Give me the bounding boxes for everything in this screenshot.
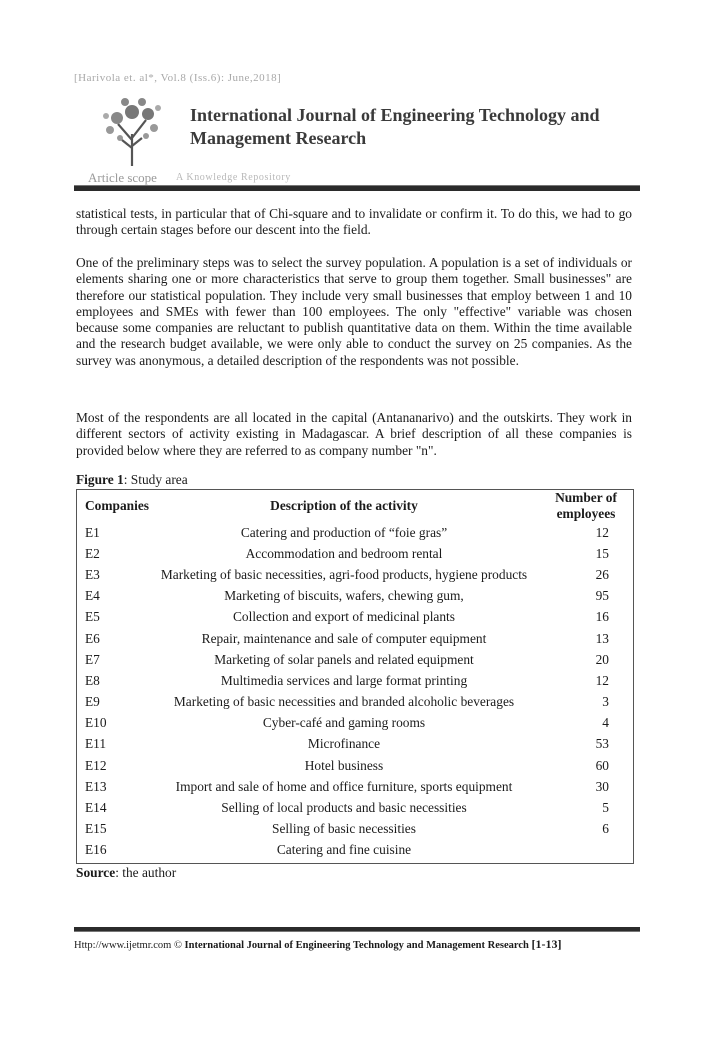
- employee-count: 5: [602, 800, 609, 816]
- company-id: E3: [85, 566, 100, 582]
- company-id: E2: [85, 545, 100, 561]
- table-row: [77, 713, 633, 734]
- table-header-row: [77, 490, 633, 522]
- table-row: [77, 522, 633, 543]
- employee-count: 53: [595, 736, 609, 752]
- employee-count: 20: [595, 651, 609, 667]
- header-companies: Companies: [85, 498, 149, 513]
- employee-count: 12: [595, 524, 609, 540]
- activity-description: Marketing of solar panels and related equipment: [214, 651, 474, 667]
- figure-label: Figure 1: [76, 472, 124, 487]
- employee-count: 95: [595, 588, 609, 604]
- company-id: E15: [85, 821, 107, 837]
- activity-description: Marketing of biscuits, wafers, chewing gum,: [224, 588, 464, 604]
- table-row: [77, 819, 633, 840]
- table-row: [77, 692, 633, 713]
- employee-count: 16: [595, 609, 609, 625]
- company-id: E10: [85, 715, 107, 731]
- study-area-table: [76, 489, 634, 864]
- employee-count: 13: [595, 630, 609, 646]
- company-id: E4: [85, 588, 100, 604]
- header-employees: Number of employees: [555, 490, 617, 521]
- header-divider: [74, 185, 640, 191]
- employee-count: 60: [595, 757, 609, 773]
- copyright-symbol: ©: [173, 940, 182, 951]
- companies-table: [77, 490, 633, 861]
- journal-title-line2: Management Research: [190, 128, 367, 148]
- paragraph-1: statistical tests, in particular that of Chi-square and to invalidate or confirm it. To do this, we had to go through certain stages before our descent into the field.: [76, 206, 632, 238]
- company-id: E7: [85, 651, 100, 667]
- employee-count: 3: [602, 694, 609, 710]
- employee-count: 15: [595, 545, 609, 561]
- company-id: E8: [85, 672, 100, 688]
- paragraph-3: Most of the respondents are all located in the capital (Antananarivo) and the outskirts. They work in different sectors of activity existing in Madagascar. A brief description of all these companies is provided below where they are referred to as company number "n".: [76, 410, 632, 458]
- citation: [Harivola et. al*, Vol.8 (Iss.6): June,2018]: [74, 72, 282, 84]
- activity-description: Hotel business: [304, 757, 384, 773]
- company-id: E11: [85, 736, 107, 752]
- activity-description: Catering and fine cuisine: [276, 842, 412, 858]
- company-id: E13: [85, 778, 107, 794]
- company-id: E1: [85, 524, 100, 540]
- activity-description: Microfinance: [307, 736, 381, 752]
- table-row: [77, 776, 633, 797]
- activity-description: Selling of local products and basic necessities: [221, 800, 467, 816]
- table-row: [77, 543, 633, 564]
- table-source: [76, 865, 176, 881]
- tree-logo: [92, 90, 172, 168]
- employee-count: 6: [602, 821, 609, 837]
- activity-description: Accommodation and bedroom rental: [245, 545, 443, 561]
- activity-description: Cyber-café and gaming rooms: [262, 715, 426, 731]
- footer-divider: [74, 927, 640, 932]
- table-row: [77, 840, 633, 861]
- table-row: [77, 586, 633, 607]
- company-id: E12: [85, 757, 107, 773]
- figure-title: : Study area: [123, 472, 188, 487]
- tree-logo-icon: [92, 90, 172, 168]
- table-row: [77, 670, 633, 691]
- company-id: E6: [85, 630, 100, 646]
- table-row: [77, 607, 633, 628]
- company-id: E5: [85, 609, 100, 625]
- table-row: [77, 628, 633, 649]
- table-row: [77, 755, 633, 776]
- table-row: [77, 564, 633, 585]
- table-row: [77, 734, 633, 755]
- activity-description: Marketing of basic necessities, agri-food products, hygiene products: [160, 566, 528, 582]
- header-description: Description of the activity: [270, 498, 418, 513]
- activity-description: Marketing of basic necessities and branded alcoholic beverages: [173, 694, 515, 710]
- article-scope-subtitle: A Knowledge Repository: [176, 172, 291, 183]
- footer-url[interactable]: Http://www.ijetmr.com: [74, 940, 172, 951]
- journal-title: [190, 104, 650, 150]
- source-text: : the author: [115, 865, 177, 880]
- activity-description: Catering and production of “foie gras”: [240, 524, 448, 540]
- source-label: Source: [76, 865, 116, 880]
- company-id: E16: [85, 842, 107, 858]
- article-scope-label: Article scope: [88, 170, 157, 185]
- table-row: [77, 649, 633, 670]
- page-footer: [74, 937, 644, 952]
- page-range: [1-13]: [531, 937, 562, 951]
- figure-caption: [76, 472, 188, 488]
- activity-description: Repair, maintenance and sale of computer equipment: [201, 630, 487, 646]
- activity-description: Import and sale of home and office furniture, sports equipment: [175, 778, 513, 794]
- employee-count: 4: [602, 715, 609, 731]
- employee-count: 26: [595, 566, 609, 582]
- footer-journal: International Journal of Engineering Technology and Management Research: [184, 940, 529, 951]
- activity-description: Multimedia services and large format printing: [220, 672, 468, 688]
- company-id: E14: [85, 800, 107, 816]
- company-id: E9: [85, 694, 100, 710]
- employee-count: 12: [595, 672, 609, 688]
- paragraph-2: One of the preliminary steps was to select the survey population. A population is a set of individuals or elements sharing one or more characteristics that serve to group them together. Small businesses" are therefore our statistical population. They include very small businesses that employ between 1 and 10 employees and SMEs with fewer than 100 employees. The only "effective" variable was chosen because some companies are reluctant to publish quantitative data on them. Within the time available and the research budget available, we were only able to conduct the survey on 25 companies. As the survey was anonymous, a detailed description of the respondents was not possible.: [76, 255, 632, 368]
- activity-description: Selling of basic necessities: [272, 821, 416, 837]
- employee-count: [539, 840, 633, 861]
- activity-description: Collection and export of medicinal plants: [232, 609, 455, 625]
- table-row: [77, 797, 633, 818]
- employee-count: 30: [595, 778, 609, 794]
- journal-title-line1: International Journal of Engineering Technology and: [190, 105, 600, 125]
